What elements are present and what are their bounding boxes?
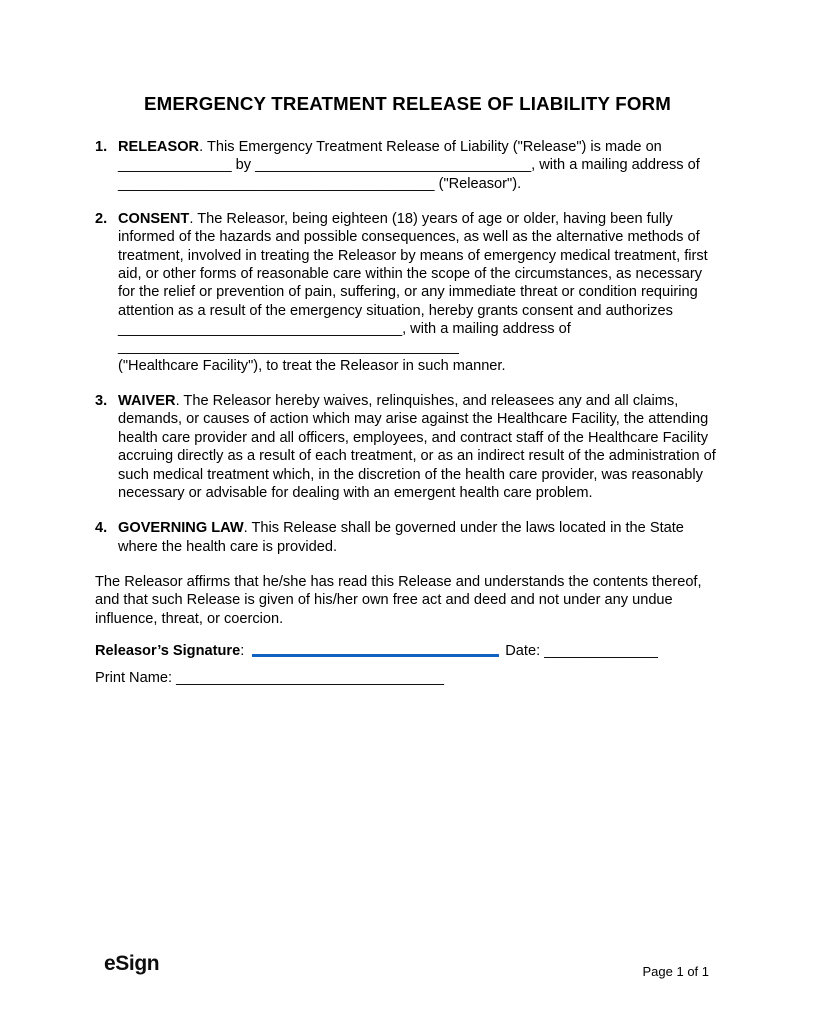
section-number: 2. [95,211,108,228]
section-waiver [95,392,720,502]
section-body-text-continued: ("Healthcare Facility"), to treat the Releasor in such manner. [118,357,506,374]
date-blank: ______________ [544,642,658,659]
section-number: 4. [95,520,108,537]
print-name-blank: _________________________________ [176,670,444,687]
section-body-text: . The Releasor hereby waives, relinquishes, and releasees any and all claims, demands, or causes of action which may arise against the Healthcare Facility, the attending health care provider and all officers, employees, and contract staff of the Healthcare Facility accruing directly as a result of each treatment, or as an indirect result of the administration of such medical treatment which, in the discretion of the health care provider, was reasonably necessary or advisable for dealing with an emergent health care problem. [118,393,716,501]
section-governing-law [95,519,720,556]
signature-label: Releasor’s Signature [95,642,241,659]
document-title: EMERGENCY TREATMENT RELEASE OF LIABILITY FORM [143,93,672,114]
numbered-sections [95,138,720,556]
section-body-text: . The Releasor, being eighteen (18) years of age or older, having been fully informed of the hazards and possible consequences, as well as the alternative methods of treatment, involved in treating the Releasor by means of emergency medical treatment, first aid, or other forms of reasonable care within the scope of the circumstances, as necessary for the relief or prevention of pain, suffering, or any immediate threat or condition requiring attention as a result of the emergency situation, hereby grants consent and authorizes ___________________________________, with a mailing address of __________________________________________ [118,211,708,356]
section-paragraph [118,392,720,502]
section-number: 1. [95,139,108,155]
section-paragraph [118,138,720,193]
section-releasor [95,138,720,193]
print-name-label: Print Name: [95,670,173,687]
esign-logo: eSign [104,952,160,975]
section-number: 3. [95,393,108,410]
section-body-text: . This Emergency Treatment Release of Liability ("Release") is made on ______________ by __________________________________, with a mailing address of _______________________________________ ("Releasor"). [118,139,700,192]
print-name-row [95,669,720,687]
signature-field[interactable] [252,643,499,657]
signature-row [95,642,720,660]
section-heading: GOVERNING LAW [118,520,244,537]
section-paragraph [118,210,720,375]
section-body-text: . This Release shall be governed under the laws located in the State where the health care is provided. [118,520,684,555]
section-heading: WAIVER [118,393,176,410]
affirmation-paragraph: The Releasor affirms that he/she has read this Release and understands the contents thereof, and that such Release is given of his/her own free act and deed and not under any undue influence, threat, or coercion. [95,573,702,627]
page-indicator: Page 1 of 1 [642,964,709,979]
signature-colon: : [240,642,245,659]
section-heading: CONSENT [118,211,190,228]
section-consent [95,210,720,375]
section-paragraph [118,519,720,556]
date-label: Date: [505,642,541,659]
section-heading: RELEASOR [118,139,200,155]
